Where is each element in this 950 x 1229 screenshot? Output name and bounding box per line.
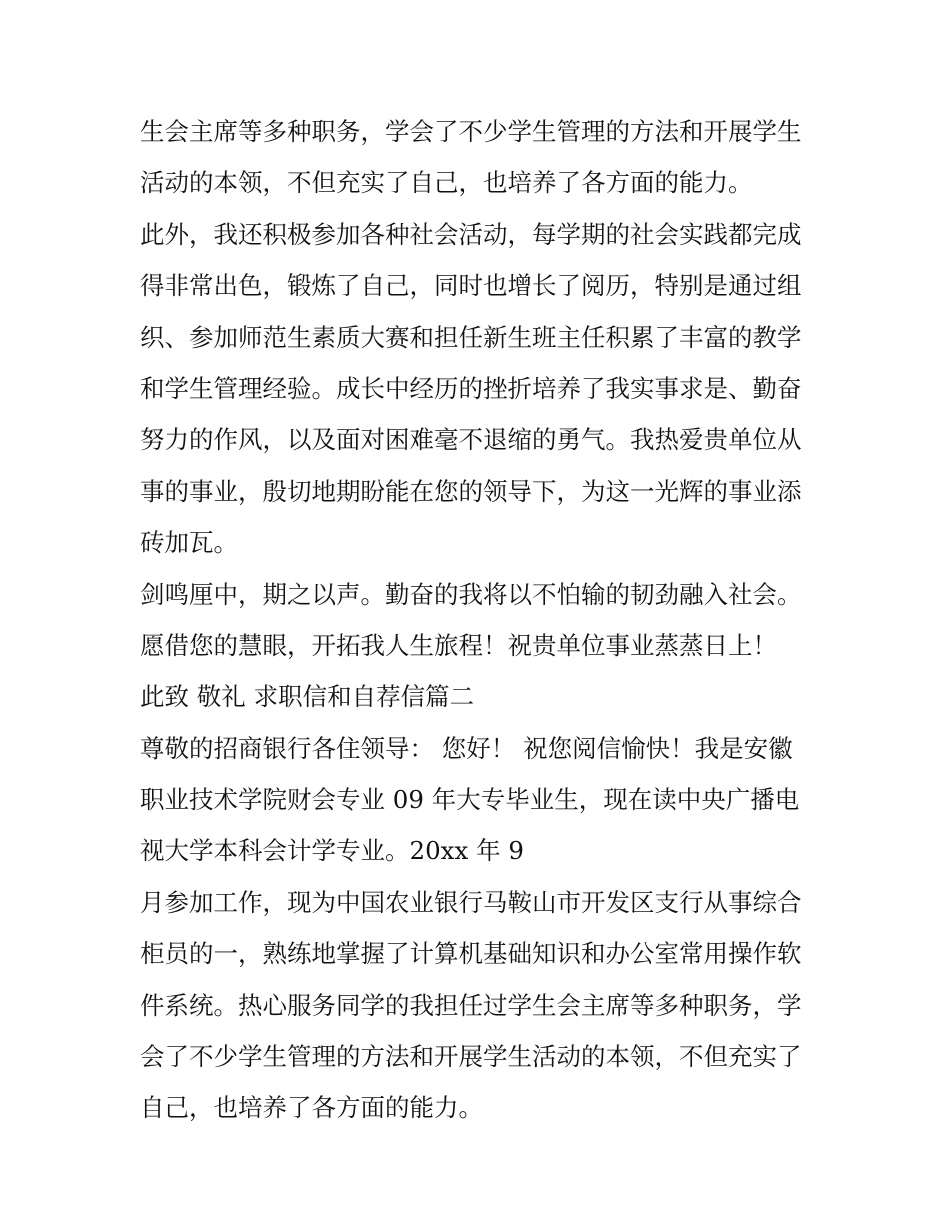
section-heading-line: 此致 敬礼 求职信和自荐信篇二 xyxy=(140,682,475,712)
text-line: 愿借您的慧眼，开拓我人生旅程！祝贵单位事业蒸蒸日上！ xyxy=(140,630,777,660)
text-line: 生会主席等多种职务，学会了不少学生管理的方法和开展学生 xyxy=(140,117,802,146)
text-line: 活动的本领，不但充实了自己，也培养了各方面的能力。 xyxy=(140,168,753,198)
text-line: 剑鸣厘中，期之以声。勤奋的我将以不怕输的韧劲融入社会。 xyxy=(140,579,802,609)
text-line: 此外，我还积极参加各种社会活动，每学期的社会实践都完成 xyxy=(140,219,802,249)
text-line: 努力的作风，以及面对困难毫不退缩的勇气。我热爱贵单位从 xyxy=(140,425,802,455)
text-line: 事的事业，殷切地期盼能在您的领导下，为这一光辉的事业添 xyxy=(140,476,802,506)
text-line: 会了不少学生管理的方法和开展学生活动的本领，不但充实了 xyxy=(140,1042,802,1072)
document-body xyxy=(140,106,820,1134)
text-line: 视大学本科会计学专业。20xx 年 9 xyxy=(140,836,524,866)
text-line: 尊敬的招商银行各住领导： 您好！ 祝您阅信愉快！我是安徽 xyxy=(140,733,793,763)
text-line: 砖加瓦。 xyxy=(140,528,238,558)
text-line: 自己，也培养了各方面的能力。 xyxy=(140,1093,483,1123)
text-line: 职业技术学院财会专业 09 年大专毕业生，现在读中央广播电 xyxy=(140,785,800,815)
text-line: 柜员的一，熟练地掌握了计算机基础知识和办公室常用操作软 xyxy=(140,939,802,969)
text-line: 件系统。热心服务同学的我担任过学生会主席等多种职务，学 xyxy=(140,990,802,1020)
text-line: 和学生管理经验。成长中经历的挫折培养了我实事求是、勤奋 xyxy=(140,373,802,403)
text-line: 得非常出色，锻炼了自己，同时也增长了阅历，特别是通过组 xyxy=(140,271,802,301)
text-line: 织、参加师范生素质大赛和担任新生班主任积累了丰富的教学 xyxy=(140,322,802,352)
text-line: 月参加工作，现为中国农业银行马鞍山市开发区支行从事综合 xyxy=(140,887,802,917)
